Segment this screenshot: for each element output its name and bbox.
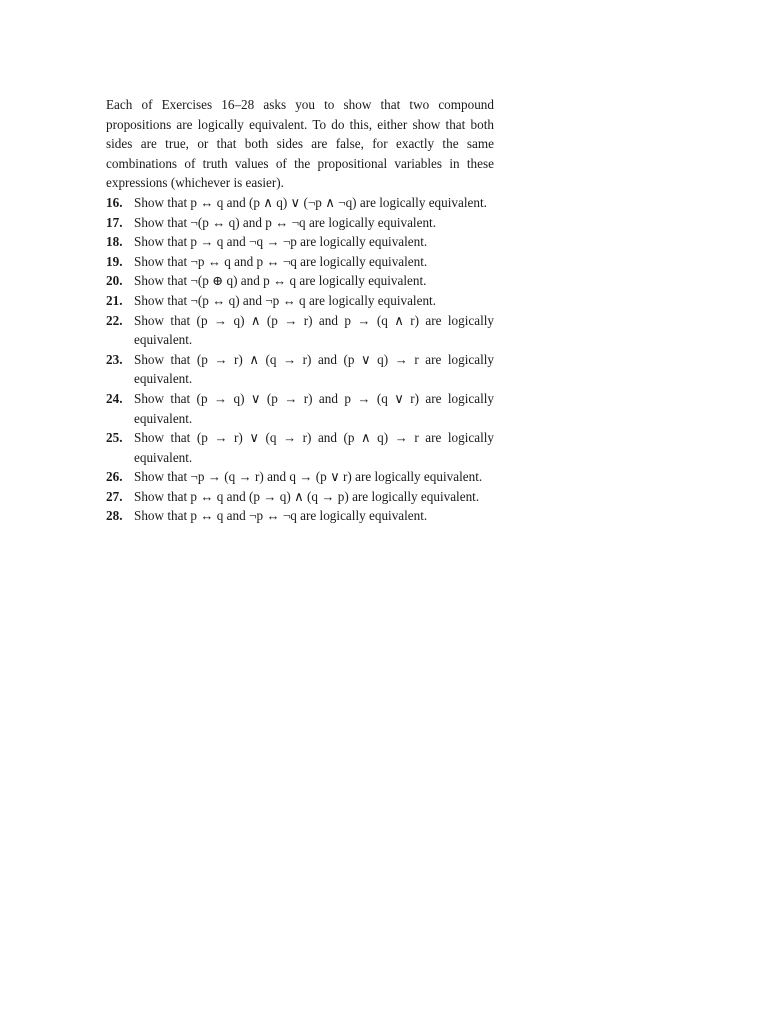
exercise-21 [106, 291, 494, 311]
exercise-list [106, 193, 494, 526]
exercise-number: 23. [106, 351, 123, 367]
exercise-statement: Show that ¬p → (q → r) and q → (p ∨ r) are logically equivalent. [134, 469, 483, 485]
exercises-intro: Each of Exercises 16–28 asks you to show that two compound propositions are logically equivalent. To do this, either show that both sides are true, or that both sides are false, for exactly the same combinations of truth values of the propositional variables in these expressions (whichever is easier). [106, 97, 494, 191]
exercise-number: 19. [106, 253, 123, 269]
exercise-number: 26. [106, 469, 123, 485]
exercise-number: 27. [106, 488, 123, 504]
exercise-16 [106, 193, 494, 213]
exercise-statement: Show that (p → q) ∧ (p → r) and p → (q ∧ r) are logically equivalent. [134, 312, 494, 348]
exercise-text-block [106, 95, 494, 526]
exercise-statement: Show that (p → q) ∨ (p → r) and p → (q ∨ r) are logically equivalent. [134, 390, 494, 426]
exercise-statement: Show that ¬(p ⊕ q) and p ↔ q are logically equivalent. [134, 273, 427, 289]
exercise-statement: Show that p ↔ q and (p → q) ∧ (q → p) are logically equivalent. [134, 488, 480, 504]
exercise-17 [106, 213, 494, 233]
exercise-number: 25. [106, 430, 123, 446]
exercise-statement: Show that (p → r) ∨ (q → r) and (p ∧ q) → r are logically equivalent. [134, 430, 494, 465]
exercise-statement: Show that ¬(p ↔ q) and ¬p ↔ q are logically equivalent. [134, 292, 436, 308]
exercise-number: 24. [106, 390, 123, 406]
exercise-28 [106, 506, 494, 526]
exercise-number: 22. [106, 312, 123, 328]
exercise-24 [106, 389, 494, 428]
exercise-statement: Show that p ↔ q and (p ∧ q) ∨ (¬p ∧ ¬q) are logically equivalent. [134, 194, 487, 210]
exercise-number: 18. [106, 234, 123, 250]
exercise-23 [106, 350, 494, 389]
exercise-19 [106, 252, 494, 272]
exercise-25 [106, 428, 494, 467]
exercise-number: 21. [106, 292, 123, 308]
exercise-27 [106, 487, 494, 507]
exercise-statement: Show that ¬p ↔ q and p ↔ ¬q are logically equivalent. [134, 253, 428, 269]
exercise-number: 17. [106, 214, 123, 230]
exercise-statement: Show that (p → r) ∧ (q → r) and (p ∨ q) → r are logically equivalent. [134, 351, 494, 387]
exercise-statement: Show that ¬(p ↔ q) and p ↔ ¬q are logically equivalent. [134, 214, 436, 230]
exercise-number: 16. [106, 194, 123, 210]
exercise-statement: Show that p → q and ¬q → ¬p are logically equivalent. [134, 234, 428, 250]
exercise-number: 28. [106, 508, 123, 524]
exercise-statement: Show that p ↔ q and ¬p ↔ ¬q are logically equivalent. [134, 508, 428, 524]
exercise-20 [106, 271, 494, 291]
exercise-26 [106, 467, 494, 487]
exercise-number: 20. [106, 273, 123, 289]
exercise-22 [106, 311, 494, 350]
exercise-18 [106, 232, 494, 252]
